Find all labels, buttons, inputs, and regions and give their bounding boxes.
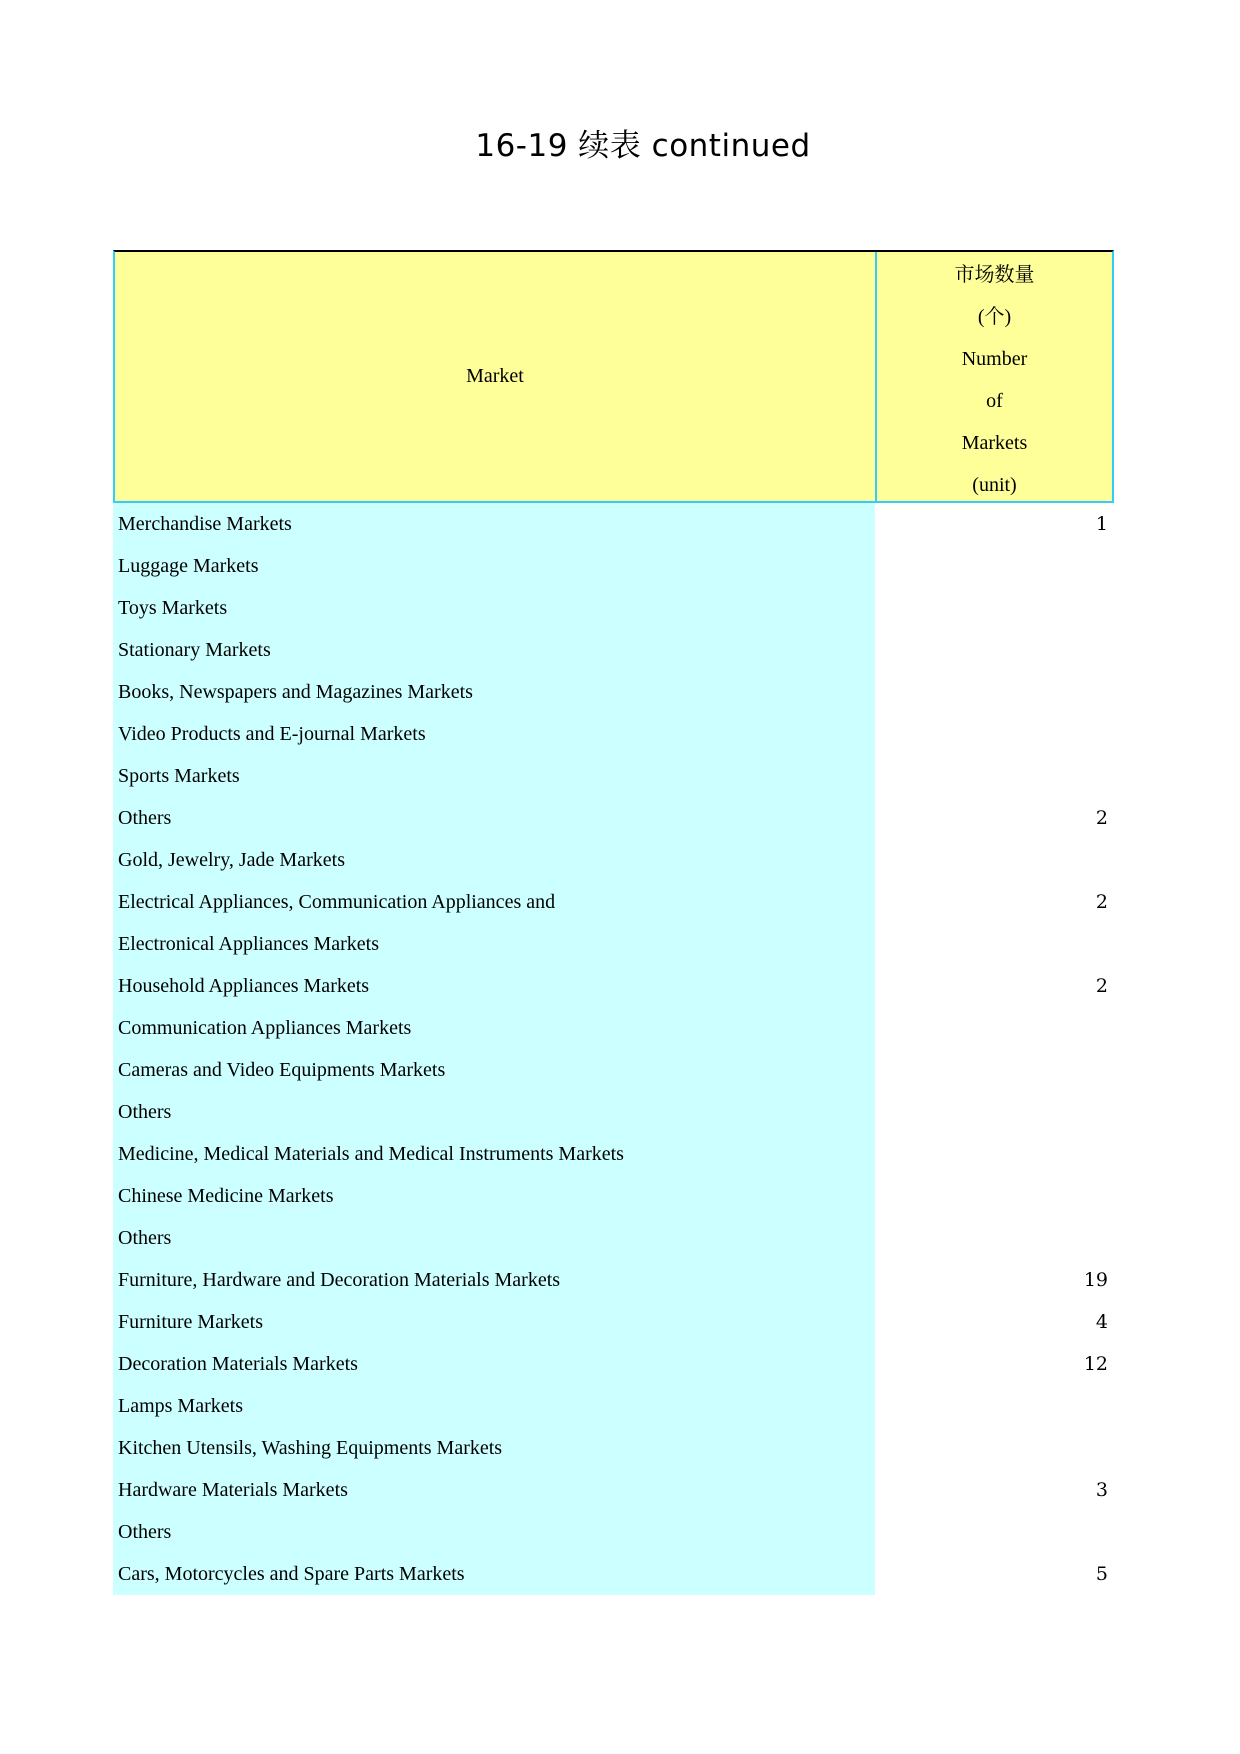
header-market: Market: [115, 252, 877, 501]
table-body: [113, 503, 1114, 1595]
market-count: [875, 1133, 1114, 1175]
market-count: [875, 671, 1114, 713]
market-name: Merchandise Markets: [113, 503, 875, 545]
market-name: Sports Markets: [113, 755, 875, 797]
market-name: Stationary Markets: [113, 629, 875, 671]
table-row: [113, 1511, 1114, 1553]
market-count: [875, 1217, 1114, 1259]
market-name: Cameras and Video Equipments Markets: [113, 1049, 875, 1091]
market-count: 12: [1083, 1353, 1108, 1375]
market-count: 3: [1095, 1479, 1108, 1501]
market-name: Chinese Medicine Markets: [113, 1175, 875, 1217]
header-count-line: Number: [961, 348, 1028, 370]
header-count-line: (个): [977, 306, 1012, 328]
market-count: [875, 587, 1114, 629]
table-row: [113, 923, 1114, 965]
market-count: [875, 713, 1114, 755]
header-count-line: (unit): [972, 474, 1017, 496]
table-row: [113, 965, 1114, 1007]
market-count: 4: [1095, 1311, 1108, 1333]
market-name: Decoration Materials Markets: [113, 1343, 875, 1385]
market-count: [875, 1511, 1114, 1553]
table-row: [113, 1049, 1114, 1091]
market-count: [875, 1175, 1114, 1217]
market-count: [875, 1007, 1114, 1049]
market-count: [875, 629, 1114, 671]
market-count: 5: [1095, 1563, 1108, 1585]
table-row: [113, 1259, 1114, 1301]
market-name: Gold, Jewelry, Jade Markets: [113, 839, 875, 881]
market-count: [875, 1427, 1114, 1469]
market-name: Electrical Appliances, Communication Appliances and: [113, 881, 875, 923]
market-name: Kitchen Utensils, Washing Equipments Markets: [113, 1427, 875, 1469]
market-name: Medicine, Medical Materials and Medical Instruments Markets: [113, 1133, 875, 1175]
market-count: [875, 839, 1114, 881]
table-row: [113, 1553, 1114, 1595]
market-name: Others: [113, 797, 875, 839]
market-name: Others: [113, 1091, 875, 1133]
market-name: Others: [113, 1511, 875, 1553]
table-row: [113, 1133, 1114, 1175]
table-row: [113, 671, 1114, 713]
market-count: [875, 1385, 1114, 1427]
table-row: [113, 545, 1114, 587]
market-name: Toys Markets: [113, 587, 875, 629]
header-count-line: of: [986, 390, 1003, 412]
table-row: [113, 1427, 1114, 1469]
table-row: [113, 1091, 1114, 1133]
market-name: Luggage Markets: [113, 545, 875, 587]
market-name: Electronical Appliances Markets: [113, 923, 875, 965]
market-name: Hardware Materials Markets: [113, 1469, 875, 1511]
market-name: Household Appliances Markets: [113, 965, 875, 1007]
table-row: [113, 755, 1114, 797]
market-count: 1: [1095, 513, 1108, 535]
market-count: 2: [1095, 807, 1108, 829]
market-name: Books, Newspapers and Magazines Markets: [113, 671, 875, 713]
table-row: [113, 503, 1114, 545]
market-name: Furniture Markets: [113, 1301, 875, 1343]
table-row: [113, 881, 1114, 923]
market-table: [113, 250, 1114, 1595]
market-count: 19: [1083, 1269, 1108, 1291]
table-row: [113, 1217, 1114, 1259]
market-count: 2: [1095, 891, 1108, 913]
table-row: [113, 587, 1114, 629]
market-count: 2: [1095, 975, 1108, 997]
market-count: [875, 755, 1114, 797]
table-row: [113, 1175, 1114, 1217]
table-row: [113, 629, 1114, 671]
table-header: [113, 250, 1114, 503]
market-name: Communication Appliances Markets: [113, 1007, 875, 1049]
table-row: [113, 1007, 1114, 1049]
market-name: Cars, Motorcycles and Spare Parts Markets: [113, 1553, 875, 1595]
table-row: [113, 1343, 1114, 1385]
market-name: Lamps Markets: [113, 1385, 875, 1427]
table-row: [113, 839, 1114, 881]
header-count-line: 市场数量: [954, 264, 1035, 286]
page-title: 16-19 续表 continued: [475, 128, 811, 164]
market-count: [875, 1091, 1114, 1133]
table-row: [113, 1469, 1114, 1511]
market-name: Video Products and E-journal Markets: [113, 713, 875, 755]
market-count: [875, 545, 1114, 587]
table-row: [113, 797, 1114, 839]
table-row: [113, 1301, 1114, 1343]
header-count-line: Markets: [961, 432, 1028, 454]
market-name: Furniture, Hardware and Decoration Materials Markets: [113, 1259, 875, 1301]
market-count: [875, 1049, 1114, 1091]
table-row: [113, 713, 1114, 755]
market-name: Others: [113, 1217, 875, 1259]
market-count: [875, 923, 1114, 965]
header-market-count: [877, 252, 1112, 503]
table-row: [113, 1385, 1114, 1427]
